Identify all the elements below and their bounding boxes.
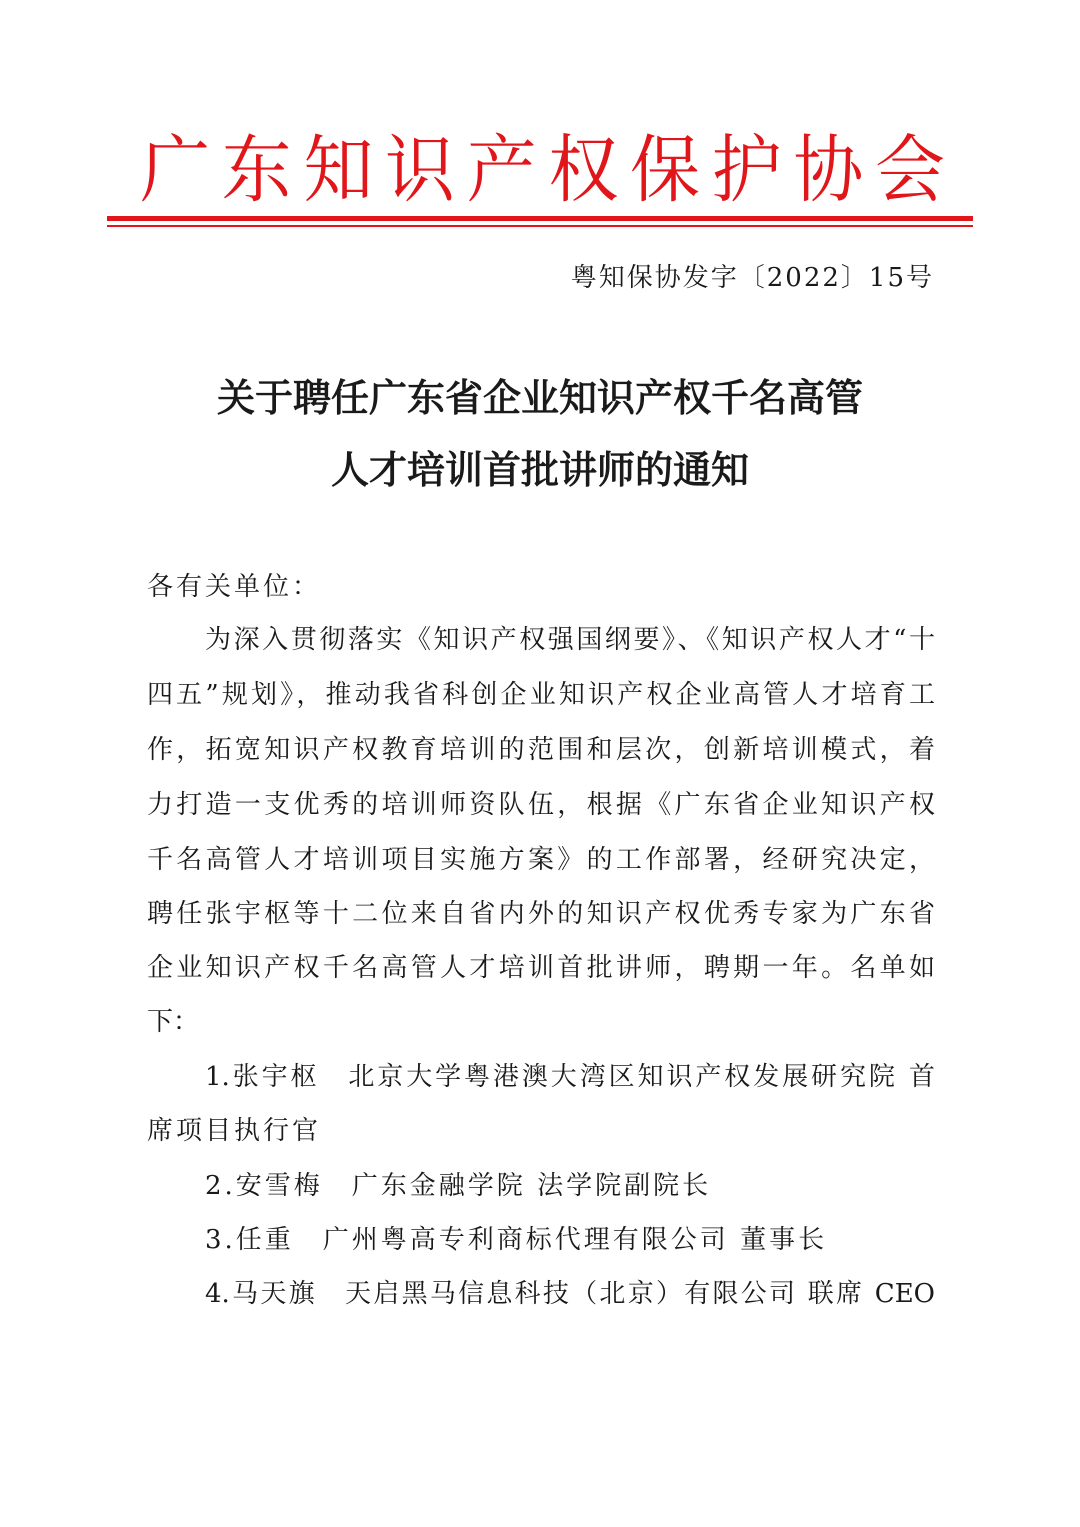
body-line: 下：: [147, 1007, 200, 1037]
greeting: 各有关单位：: [147, 572, 322, 602]
body-line: 千名高管人才培训项目实施方案》的工作部署，经研究决定，: [147, 845, 935, 875]
document-number: 粤知保协发字〔2022〕15号: [570, 263, 934, 293]
body-line: 作，拓宽知识产权教育培训的范围和层次，创新培训模式，着: [147, 735, 935, 765]
body-line: 为深入贯彻落实《知识产权强国纲要》、《知识产权人才“十: [205, 625, 935, 655]
body-line: 聘任张宇枢等十二位来自省内外的知识产权优秀专家为广东省: [147, 899, 935, 929]
document-title-line-2: 人才培训首批讲师的通知: [330, 447, 749, 492]
document-title-line-1: 关于聘任广东省企业知识产权千名高管: [216, 375, 863, 420]
body-line: 四五”规划》，推动我省科创企业知识产权企业高管人才培育工: [147, 680, 935, 710]
body-line: 企业知识产权千名高管人才培训首批讲师，聘期一年。名单如: [147, 953, 935, 983]
lecturer-list-item: 3.任重 广州粤高专利商标代理有限公司 董事长: [205, 1225, 828, 1255]
letterhead-rule-thick: [107, 216, 973, 221]
letterhead-rule-thin: [107, 225, 973, 227]
lecturer-list-item: 1.张宇枢 北京大学粤港澳大湾区知识产权发展研究院 首: [205, 1062, 935, 1092]
lecturer-list-item: 2.安雪梅 广东金融学院 法学院副院长: [205, 1171, 712, 1201]
letterhead-organization: 广东知识产权保护协会: [140, 126, 945, 214]
body-line: 力打造一支优秀的培训师资队伍，根据《广东省企业知识产权: [147, 790, 935, 820]
lecturer-list-item-continued: 席项目执行官: [147, 1116, 322, 1146]
lecturer-list-item: 4.马天旗 天启黑马信息科技（北京）有限公司 联席 CEO: [205, 1279, 935, 1309]
